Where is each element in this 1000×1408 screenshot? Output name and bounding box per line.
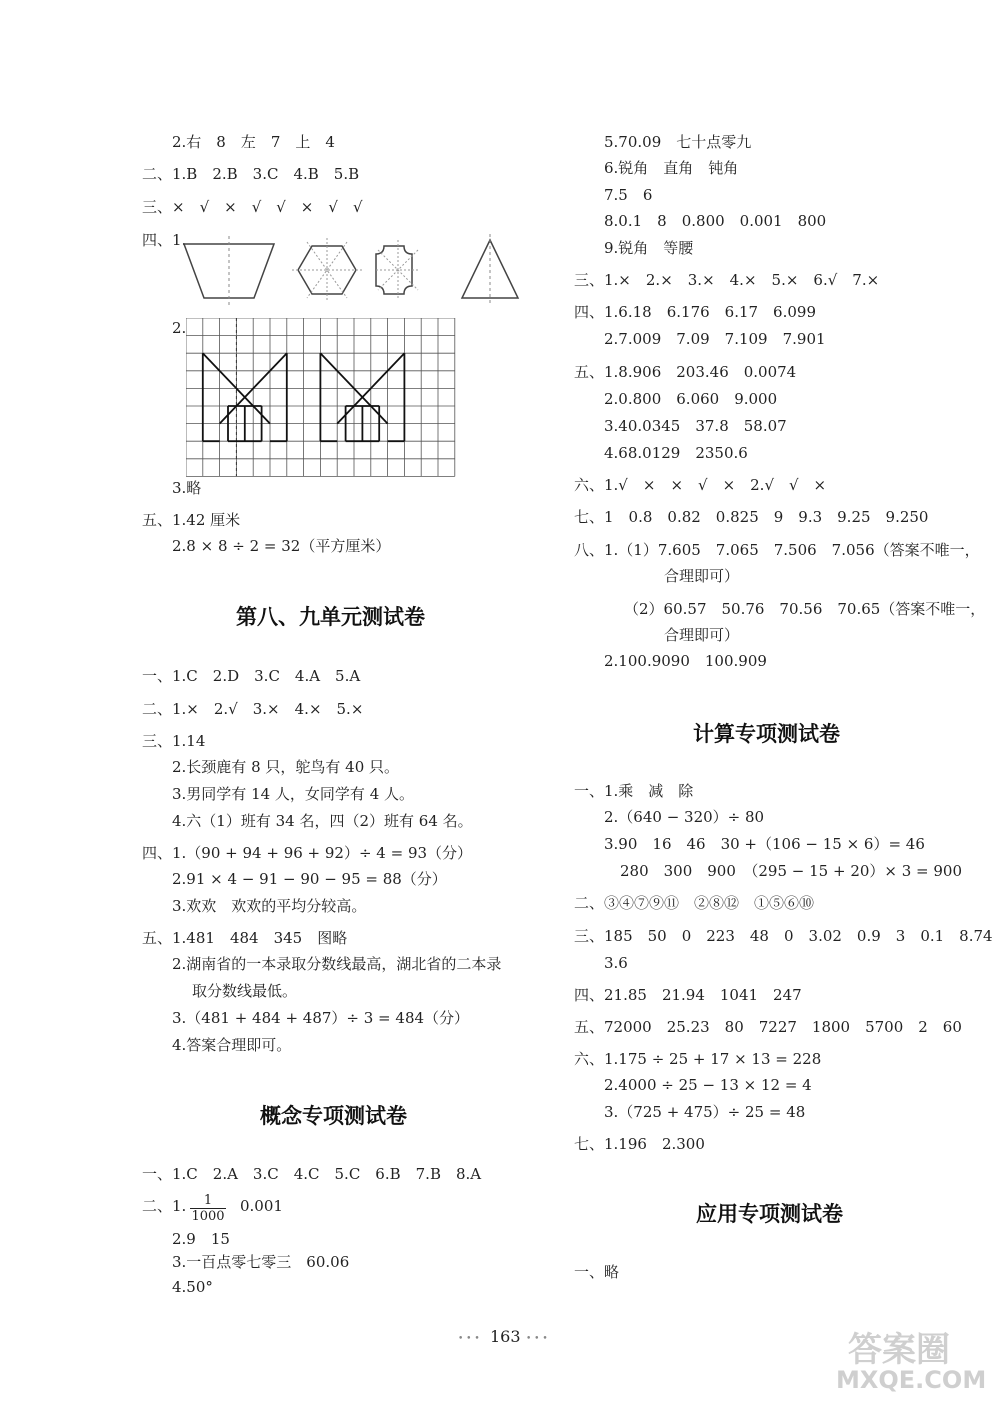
answer-line: 一、1.乘 减 除: [574, 782, 694, 800]
section-title: 应用专项测试卷: [696, 1202, 843, 1226]
answer-line: 四、21.85 21.94 1041 247: [574, 986, 802, 1004]
page-number-dots-left: • • •: [458, 1334, 480, 1344]
answer-line: 四、1.6.18 6.176 6.17 6.099: [574, 303, 816, 321]
answer-line: 七、1 0.8 0.82 0.825 9 9.3 9.25 9.250: [574, 508, 929, 526]
answer-line: 三、1.× 2.× 3.× 4.× 5.× 6.√ 7.×: [574, 271, 880, 289]
trapezoid-figure: [184, 244, 274, 298]
answer-line: 3.40.0345 37.8 58.07: [604, 417, 787, 435]
answer-line: 二、③④⑦⑨⑪ ②⑧⑫ ①⑤⑥⑩: [574, 894, 815, 912]
answer-line: 6.锐角 直角 钝角: [604, 159, 739, 177]
answer-line: 5.70.09 七十点零九: [604, 133, 752, 151]
answer-line: 9.锐角 等腰: [604, 239, 694, 257]
answer-line: 合理即可）: [664, 567, 740, 585]
answer-line: 3.一百点零七零三 60.06: [172, 1253, 350, 1271]
section-title: 第八、九单元测试卷: [236, 605, 425, 629]
answer-line: 2.7.009 7.09 7.109 7.901: [604, 330, 826, 348]
answer-line: 4.六（1）班有 34 名，四（2）班有 64 名。: [172, 812, 473, 830]
answer-line: 2.91 × 4 − 91 − 90 − 95 = 88（分）: [172, 870, 447, 888]
answer-line: 2.100.9090 100.909: [604, 652, 767, 670]
answer-line: 六、1.175 ÷ 25 + 17 × 13 = 228: [574, 1050, 822, 1068]
fraction-numerator: 1: [203, 1193, 213, 1208]
answer-line: 280 300 900 （295 − 15 + 20）× 3 = 900: [620, 862, 963, 880]
answer-line: 一、1.C 2.D 3.C 4.A 5.A: [142, 667, 361, 685]
answer-line: 2.（640 − 320）÷ 80: [604, 808, 765, 826]
answer-line: 3.6: [604, 954, 628, 972]
answer-line: 八、1.（1）7.605 7.065 7.506 7.056（答案不唯一，: [574, 541, 980, 559]
answer-line: 三、185 50 0 223 48 0 3.02 0.9 3 0.1 8.74: [574, 927, 993, 945]
answer-line: 合理即可）: [664, 626, 740, 644]
answer-line: 2.长颈鹿有 8 只，鸵鸟有 40 只。: [172, 758, 400, 776]
answer-line: 五、72000 25.23 80 7227 1800 5700 2 60: [574, 1018, 962, 1036]
fraction-denominator: 1000: [191, 1209, 225, 1224]
section-title: 计算专项测试卷: [693, 722, 840, 746]
answer-line: 2.9 15: [172, 1230, 230, 1248]
answer-line: 2.: [172, 319, 187, 337]
answer-line: 2.4000 ÷ 25 − 13 × 12 = 4: [604, 1076, 812, 1094]
answer-line: 二、1.: [142, 1197, 187, 1215]
answer-line: 2.湖南省的一本录取分数线最高，湖北省的二本录: [172, 955, 502, 973]
answer-line: 三、1.14: [142, 732, 206, 750]
answer-line: 四、1.（90 + 94 + 96 + 92）÷ 4 = 93（分）: [142, 844, 473, 862]
answer-line: （2）60.57 50.76 70.56 70.65（答案不唯一，: [624, 600, 986, 618]
fraction: [190, 1194, 226, 1223]
answer-line: 2.0.800 6.060 9.000: [604, 390, 778, 408]
answer-line: 三、× √ × √ √ × √ √: [142, 198, 363, 216]
answer-line: 2.右 8 左 7 上 4: [172, 133, 335, 151]
answer-line: 四、1.: [142, 231, 187, 249]
answer-line: 0.001: [240, 1197, 283, 1215]
symmetry-figures: [180, 230, 540, 310]
answer-line: 一、1.C 2.A 3.C 4.C 5.C 6.B 7.B 8.A: [142, 1165, 482, 1183]
answer-line: 4.68.0129 2350.6: [604, 444, 748, 462]
watermark-logo: 答案圈: [848, 1330, 950, 1370]
answer-line: 2.8 × 8 ÷ 2 = 32（平方厘米）: [172, 537, 391, 555]
answer-line: 七、1.196 2.300: [574, 1135, 705, 1153]
answer-line: 3.男同学有 14 人，女同学有 4 人。: [172, 785, 415, 803]
watermark-url: MXQE.COM: [836, 1366, 987, 1394]
answer-line: 3.（481 + 484 + 487）÷ 3 = 484（分）: [172, 1009, 470, 1027]
answer-line: 3.欢欢 欢欢的平均分较高。: [172, 897, 367, 915]
section-title: 概念专项测试卷: [260, 1104, 407, 1128]
answer-line: 7.5 6: [604, 186, 653, 204]
answer-line: 五、1.8.906 203.46 0.0074: [574, 363, 797, 381]
answer-line: 8.0.1 8 0.800 0.001 800: [604, 212, 827, 230]
answer-line: 一、略: [574, 1263, 620, 1281]
answer-line: 3.（725 + 475）÷ 25 = 48: [604, 1103, 806, 1121]
answer-line: 二、1.× 2.√ 3.× 4.× 5.×: [142, 700, 364, 718]
page-number: 163: [490, 1327, 521, 1346]
answer-line: 3.90 16 46 30 +（106 − 15 × 6）= 46: [604, 835, 925, 853]
answer-line: 五、1.42 厘米: [142, 511, 241, 529]
answer-line: 五、1.481 484 345 图略: [142, 929, 348, 947]
answer-line: 六、1.√ × × √ × 2.√ √ ×: [574, 476, 827, 494]
answer-line: 取分数线最低。: [192, 982, 298, 1000]
answer-line: 4.50°: [172, 1278, 213, 1296]
answer-line: 二、1.B 2.B 3.C 4.B 5.B: [142, 165, 360, 183]
grid-drawing: [186, 318, 456, 478]
page-number-dots-right: • • •: [526, 1334, 548, 1344]
answer-line: 4.答案合理即可。: [172, 1036, 292, 1054]
answer-line: 3.略: [172, 479, 202, 497]
